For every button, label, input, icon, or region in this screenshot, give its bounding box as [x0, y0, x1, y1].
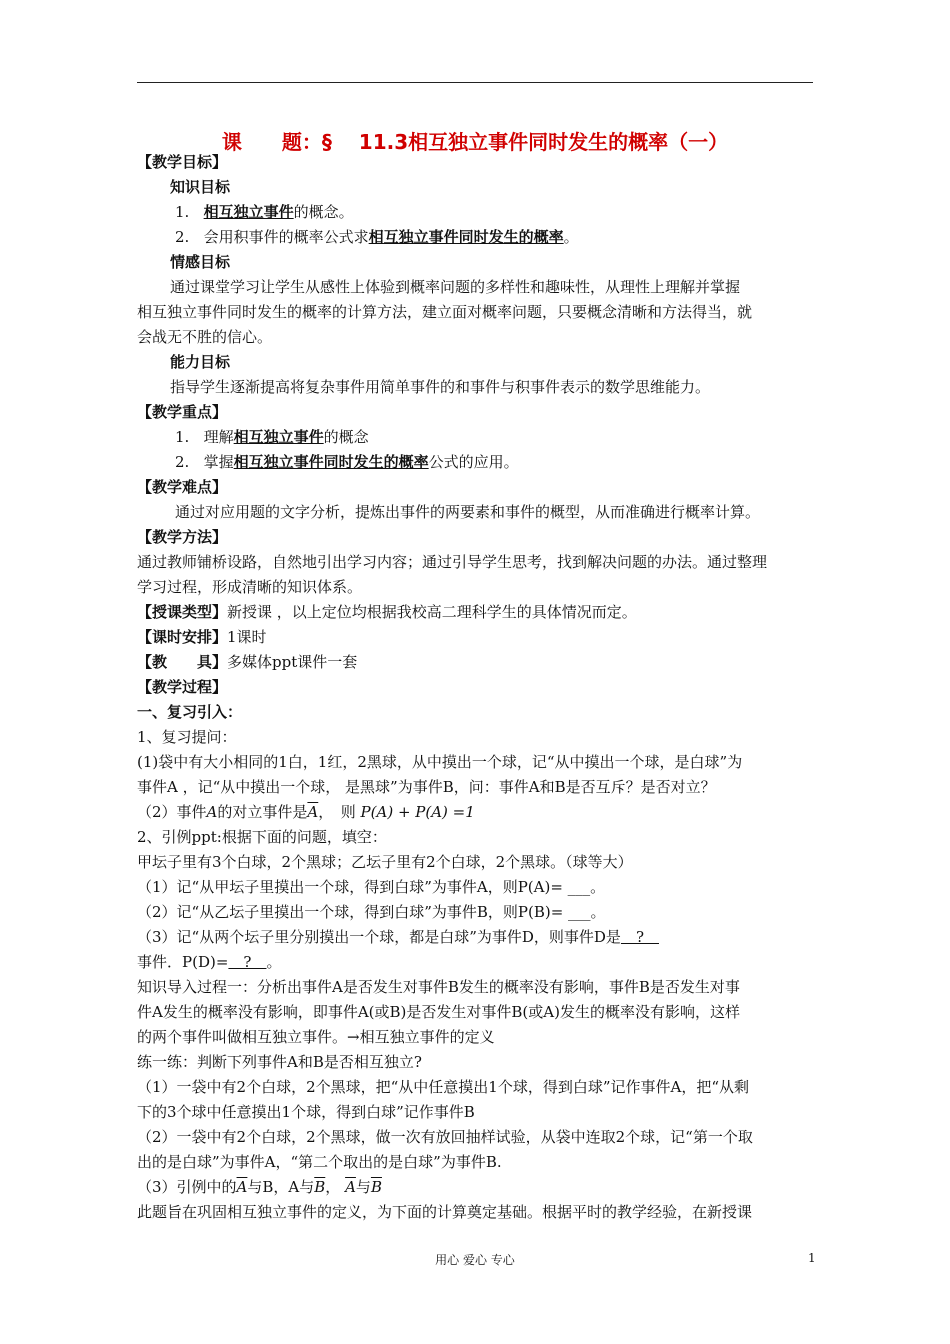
intro-example-q3-cont: 事件．P(D)= ? 。	[137, 953, 282, 971]
lesson-type: 【授课类型】新授课 ，以上定位均根据我校高二理科学生的具体情况而定。	[137, 603, 637, 621]
page-footer: 用心 爱心 专心	[435, 1253, 515, 1267]
practice-heading: 练一练：判断下列事件A和B是否相互独立?	[137, 1053, 422, 1071]
lesson-time: 【课时安排】1课时	[137, 628, 267, 646]
section-method: 【教学方法】	[137, 528, 228, 546]
section-review-intro: 一、复习引入：	[137, 703, 243, 721]
page-title: 课 题：§ 11.3相互独立事件同时发生的概率（一）	[221, 130, 729, 154]
method-text-1: 通过教师铺桥设路，自然地引出学习内容；通过引导学生思考，找到解决问题的办法。通过整理	[137, 553, 768, 571]
section-teaching-goal: 【教学目标】	[137, 153, 228, 171]
section-key-points: 【教学重点】	[137, 403, 228, 421]
emotion-goal-heading: 情感目标	[170, 253, 231, 271]
review-question-1b: 事件A ，记“从中摸出一个球， 是黑球”为事件B，问：事件A和B是否互斥？是否对立？	[137, 778, 716, 796]
summary-text: 此题旨在巩固相互独立事件的定义，为下面的计算奠定基础。根据平时的教学经验，在新授课	[137, 1203, 753, 1221]
intro-example-q2: （2）记“从乙坛子里摸出一个球，得到白球”为事件B，则P(B)= ___。	[137, 903, 606, 921]
review-question-heading: 1、复习提问：	[137, 728, 237, 746]
emotion-text-3: 会战无不胜的信心。	[137, 328, 273, 346]
intro-example-q1: （1）记“从甲坛子里摸出一个球，得到白球”为事件A，则P(A)= ___。	[137, 878, 606, 896]
review-question-2: （2）事件A的对立事件是$\overline{A}$， 则 P(A) + P(A) =1	[137, 803, 475, 821]
page-number: 1	[808, 1251, 816, 1265]
knowledge-import-2: 件A发生的概率没有影响，即事件A(或B)是否发生对事件B(或A)发生的概率没有影响，这样	[137, 1003, 740, 1021]
key-item-1: 1. 理解相互独立事件的概念	[175, 428, 369, 446]
knowledge-import-1: 知识导入过程一：分析出事件A是否发生对事件B发生的概率没有影响，事件B是否发生对事	[137, 978, 740, 996]
practice-1b: 下的3个球中任意摸出1个球，得到白球”记作事件B	[137, 1103, 475, 1121]
teaching-tools: 【教 具】多媒体ppt课件一套	[137, 653, 358, 671]
practice-1a: （1）一袋中有2个白球，2个黑球，把“从中任意摸出1个球，得到白球”记作事件A，把“从剩	[137, 1078, 750, 1096]
knowledge-item-2: 2. 会用积事件的概率公式求相互独立事件同时发生的概率。	[175, 228, 579, 246]
review-question-1a: (1)袋中有大小相同的1白，1红，2黑球，从中摸出一个球，记“从中摸出一个球，是白球”为	[137, 753, 743, 771]
intro-example-q3: （3）记“从两个坛子里分别摸出一个球，都是白球”为事件D，则事件D是 ?	[137, 928, 659, 946]
method-text-2: 学习过程，形成清晰的知识体系。	[137, 578, 363, 596]
practice-3: （3）引例中的$\overline{A}$与B，A与$\overline{B}$， $\overline{A}$与$\overline{B}$	[137, 1178, 382, 1196]
emotion-text-2: 相互独立事件同时发生的概率的计算方法，建立面对概率问题，只要概念清晰和方法得当，就	[137, 303, 753, 321]
knowledge-item-1: 1. 相互独立事件的概念。	[175, 203, 354, 221]
difficulty-text: 通过对应用题的文字分析，提炼出事件的两要素和事件的概型，从而准确进行概率计算。	[175, 503, 761, 521]
complement-formula: P(A) + P(A) =1	[360, 803, 475, 821]
emotion-text-1: 通过课堂学习让学生从感性上体验到概率问题的多样性和趣味性，从理性上理解并掌握	[170, 278, 741, 296]
section-difficulties: 【教学难点】	[137, 478, 228, 496]
intro-example-heading: 2、引例ppt:根据下面的问题，填空：	[137, 828, 387, 846]
practice-2a: （2）一袋中有2个白球，2个黑球，做一次有放回抽样试验，从袋中连取2个球，记“第一个取	[137, 1128, 753, 1146]
key-item-2: 2. 掌握相互独立事件同时发生的概率公式的应用。	[175, 453, 519, 471]
intro-example-setup: 甲坛子里有3个白球，2个黑球；乙坛子里有2个白球，2个黑球。（球等大）	[137, 853, 633, 871]
knowledge-goal-heading: 知识目标	[170, 178, 231, 196]
practice-2b: 出的是白球”为事件A，“第二个取出的是白球”为事件B.	[137, 1153, 502, 1171]
ability-goal-heading: 能力目标	[170, 353, 231, 371]
header-rule	[137, 82, 813, 83]
section-process: 【教学过程】	[137, 678, 228, 696]
knowledge-import-3: 的两个事件叫做相互独立事件。→相互独立事件的定义	[137, 1028, 495, 1046]
ability-text-1: 指导学生逐渐提高将复杂事件用简单事件的和事件与积事件表示的数学思维能力。	[170, 378, 711, 396]
